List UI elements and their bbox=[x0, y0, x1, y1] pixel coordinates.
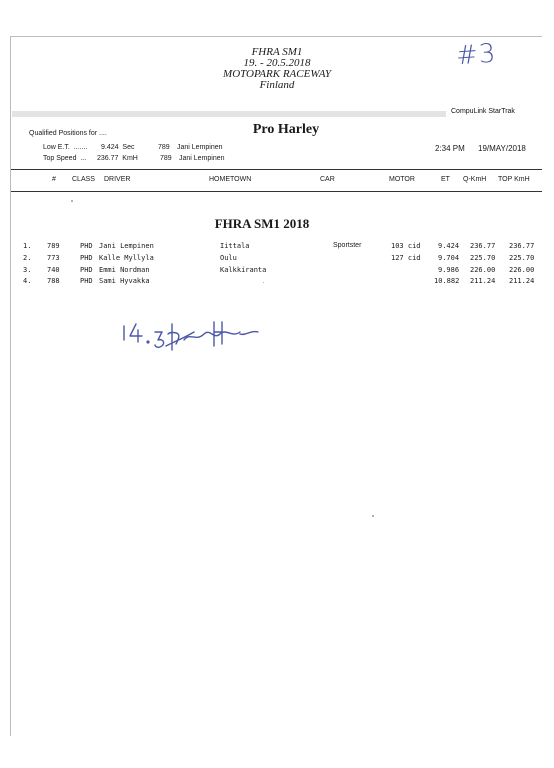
page-border-top bbox=[10, 36, 542, 37]
col-head-et: ET bbox=[441, 176, 450, 183]
low-et-driver: Jani Lempinen bbox=[177, 144, 223, 151]
results-row bbox=[0, 277, 554, 287]
scan-speck bbox=[372, 515, 374, 517]
col-head-motor: MOTOR bbox=[389, 176, 415, 183]
row-position: 1. bbox=[23, 242, 32, 250]
report-date: 19/MAY/2018 bbox=[478, 144, 526, 153]
page-border-left bbox=[10, 36, 11, 736]
report-time: 2:34 PM bbox=[435, 144, 465, 153]
low-et-label: Low E.T. ....... bbox=[43, 144, 88, 151]
row-number: 788 bbox=[47, 277, 60, 285]
row-hometown: Oulu bbox=[220, 254, 237, 262]
row-top-kmh: 225.70 bbox=[509, 254, 535, 262]
results-section-text: FHRA SM1 2018 bbox=[214, 216, 310, 231]
row-q-kmh: 236.77 bbox=[470, 242, 496, 250]
header-venue: MOTOPARK RACEWAY bbox=[223, 68, 331, 80]
row-q-kmh: 225.70 bbox=[470, 254, 496, 262]
col-head-car: CAR bbox=[320, 176, 335, 183]
event-class-text: Pro Harley bbox=[252, 122, 320, 137]
row-class: PHD bbox=[80, 277, 93, 285]
row-driver: Jani Lempinen bbox=[99, 242, 154, 250]
row-driver: Emmi Nordman bbox=[99, 266, 150, 274]
qualified-title: Qualified Positions for .... bbox=[29, 130, 107, 137]
top-speed-value: 236.77 KmH bbox=[97, 155, 138, 162]
handwritten-note-strokes bbox=[124, 322, 258, 350]
row-position: 2. bbox=[23, 254, 32, 262]
compulink-label: CompuLink StarTrak bbox=[451, 108, 515, 115]
row-et: 9.986 bbox=[438, 266, 460, 274]
low-et-number: 789 bbox=[158, 144, 170, 151]
scan-speck bbox=[263, 282, 264, 283]
top-speed-driver: Jani Lempinen bbox=[179, 155, 225, 162]
header-rule-bottom bbox=[11, 191, 542, 192]
handwritten-note bbox=[118, 318, 288, 358]
row-class: PHD bbox=[80, 254, 93, 262]
col-head-hometown: HOMETOWN bbox=[209, 176, 252, 183]
header-country: Finland bbox=[259, 79, 295, 91]
row-q-kmh: 211.24 bbox=[470, 277, 496, 285]
row-top-kmh: 211.24 bbox=[509, 277, 535, 285]
row-et: 10.882 bbox=[434, 277, 460, 285]
handwritten-page-number: #3 bbox=[455, 38, 498, 72]
col-head-top-kmh: TOP KmH bbox=[498, 176, 530, 183]
row-et: 9.424 bbox=[438, 242, 460, 250]
row-number: 740 bbox=[47, 266, 60, 274]
top-speed-label: Top Speed ... bbox=[43, 155, 87, 162]
row-q-kmh: 226.00 bbox=[470, 266, 496, 274]
col-head-class: CLASS bbox=[72, 176, 95, 183]
low-et-value: 9.424 Sec bbox=[101, 144, 135, 151]
dotted-separator bbox=[12, 111, 446, 117]
header-title: FHRA SM1 bbox=[251, 46, 303, 58]
row-hometown: Iittala bbox=[220, 242, 250, 250]
row-class: PHD bbox=[80, 266, 93, 274]
header-rule-top bbox=[11, 169, 542, 170]
row-driver: Sami Hyvakka bbox=[99, 277, 150, 285]
row-hometown: Kalkkiranta bbox=[220, 266, 267, 274]
row-car: Sportster bbox=[333, 242, 362, 249]
results-row bbox=[0, 242, 554, 252]
row-top-kmh: 226.00 bbox=[509, 266, 535, 274]
event-class-title bbox=[0, 122, 554, 138]
row-motor: 103 cid bbox=[391, 242, 421, 250]
row-et: 9.704 bbox=[438, 254, 460, 262]
top-speed-number: 789 bbox=[160, 155, 172, 162]
row-motor: 127 cid bbox=[391, 254, 421, 262]
row-top-kmh: 236.77 bbox=[509, 242, 535, 250]
row-number: 773 bbox=[47, 254, 60, 262]
row-position: 3. bbox=[23, 266, 32, 274]
row-position: 4. bbox=[23, 277, 32, 285]
scan-speck bbox=[71, 200, 73, 202]
results-section-title bbox=[0, 216, 554, 232]
row-number: 789 bbox=[47, 242, 60, 250]
results-row bbox=[0, 254, 554, 264]
header-dates: 19. - 20.5.2018 bbox=[243, 57, 311, 69]
col-head-number: # bbox=[52, 176, 56, 183]
row-driver: Kalle Myllyla bbox=[99, 254, 154, 262]
col-head-driver: DRIVER bbox=[104, 176, 131, 183]
row-class: PHD bbox=[80, 242, 93, 250]
col-head-q-kmh: Q-KmH bbox=[463, 176, 487, 183]
results-row bbox=[0, 266, 554, 276]
